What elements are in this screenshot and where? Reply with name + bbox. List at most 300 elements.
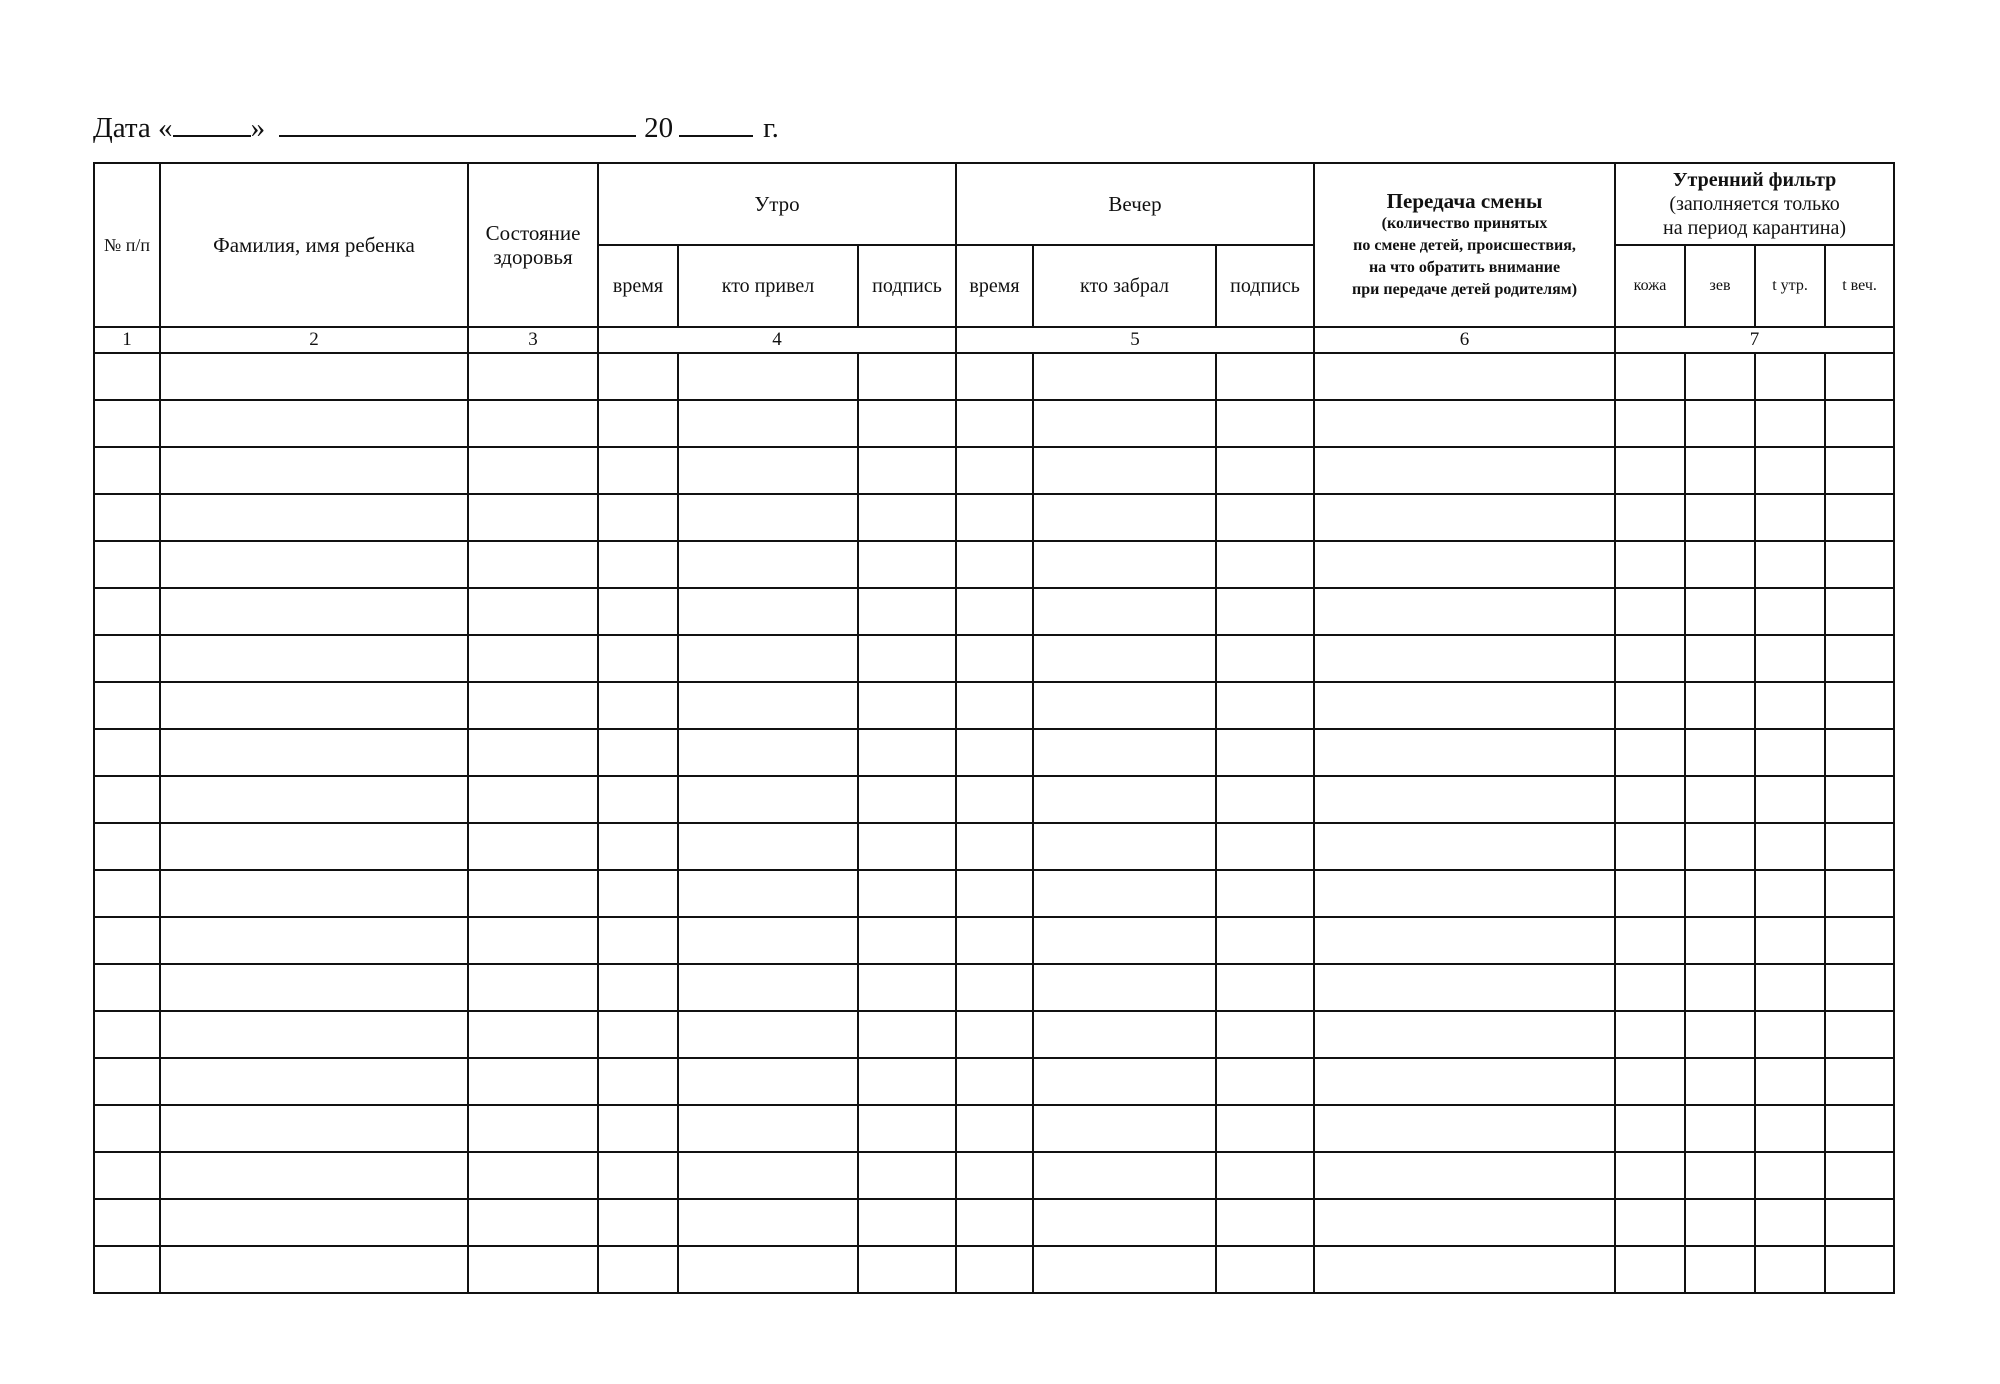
table-cell[interactable]: [1685, 870, 1755, 917]
table-cell[interactable]: [1755, 964, 1825, 1011]
table-cell[interactable]: [858, 541, 956, 588]
table-cell[interactable]: [1685, 400, 1755, 447]
table-cell[interactable]: [858, 494, 956, 541]
table-cell[interactable]: [468, 1152, 598, 1199]
table-cell[interactable]: [678, 1011, 858, 1058]
table-cell[interactable]: [160, 447, 468, 494]
table-cell[interactable]: [1314, 494, 1615, 541]
table-cell[interactable]: [1615, 682, 1685, 729]
table-cell[interactable]: [956, 729, 1033, 776]
table-cell[interactable]: [160, 1011, 468, 1058]
table-cell[interactable]: [598, 400, 678, 447]
table-cell[interactable]: [1314, 588, 1615, 635]
table-cell[interactable]: [1033, 1105, 1216, 1152]
table-cell[interactable]: [1755, 1058, 1825, 1105]
table-cell[interactable]: [468, 1058, 598, 1105]
table-cell[interactable]: [1033, 964, 1216, 1011]
table-cell[interactable]: [1033, 1011, 1216, 1058]
table-cell[interactable]: [1755, 588, 1825, 635]
table-cell[interactable]: [956, 776, 1033, 823]
table-cell[interactable]: [160, 400, 468, 447]
table-cell[interactable]: [598, 729, 678, 776]
table-cell[interactable]: [1755, 776, 1825, 823]
table-cell[interactable]: [956, 1199, 1033, 1246]
table-cell[interactable]: [678, 588, 858, 635]
table-cell[interactable]: [1314, 447, 1615, 494]
column-number-row: [94, 327, 1894, 353]
table-cell[interactable]: [94, 1199, 160, 1246]
table-cell[interactable]: [1825, 1246, 1894, 1293]
table-cell[interactable]: [1216, 588, 1314, 635]
table-cell[interactable]: [1615, 776, 1685, 823]
table-cell[interactable]: [1755, 1199, 1825, 1246]
table-cell[interactable]: [1685, 353, 1755, 400]
table-cell[interactable]: [1825, 776, 1894, 823]
table-cell[interactable]: [1825, 682, 1894, 729]
table-cell[interactable]: [1685, 1199, 1755, 1246]
table-cell[interactable]: [1825, 1058, 1894, 1105]
table-cell[interactable]: [94, 729, 160, 776]
table-cell[interactable]: [598, 1246, 678, 1293]
table-cell[interactable]: [1615, 1199, 1685, 1246]
table-cell[interactable]: [1216, 400, 1314, 447]
table-cell[interactable]: [1033, 682, 1216, 729]
table-cell[interactable]: [1685, 1152, 1755, 1199]
table-row: [94, 776, 1894, 823]
table-cell[interactable]: [160, 588, 468, 635]
table-cell[interactable]: [160, 1246, 468, 1293]
table-cell[interactable]: [468, 917, 598, 964]
table-cell[interactable]: [1755, 353, 1825, 400]
evening-who-header: кто забрал: [1033, 245, 1216, 327]
table-cell[interactable]: [1314, 1199, 1615, 1246]
table-cell[interactable]: [1314, 870, 1615, 917]
table-cell[interactable]: [1314, 400, 1615, 447]
table-cell[interactable]: [1216, 729, 1314, 776]
table-cell[interactable]: [160, 729, 468, 776]
table-cell[interactable]: [1314, 823, 1615, 870]
table-cell[interactable]: [468, 353, 598, 400]
table-cell[interactable]: [598, 870, 678, 917]
table-cell[interactable]: [858, 635, 956, 682]
table-cell[interactable]: [1685, 917, 1755, 964]
table-cell[interactable]: [94, 870, 160, 917]
table-cell[interactable]: [1685, 1246, 1755, 1293]
table-cell[interactable]: [1755, 682, 1825, 729]
table-cell[interactable]: [1314, 1058, 1615, 1105]
table-cell[interactable]: [1755, 1011, 1825, 1058]
table-cell[interactable]: [468, 870, 598, 917]
table-cell[interactable]: [858, 353, 956, 400]
table-cell[interactable]: [858, 870, 956, 917]
table-cell[interactable]: [94, 1058, 160, 1105]
table-cell[interactable]: [1825, 541, 1894, 588]
table-cell[interactable]: [1033, 353, 1216, 400]
table-cell[interactable]: [160, 964, 468, 1011]
table-cell[interactable]: [1615, 541, 1685, 588]
table-cell[interactable]: [1033, 447, 1216, 494]
table-cell[interactable]: [1216, 635, 1314, 682]
table-cell[interactable]: [1825, 400, 1894, 447]
table-cell[interactable]: [160, 541, 468, 588]
table-cell[interactable]: [1615, 447, 1685, 494]
table-cell[interactable]: [598, 1199, 678, 1246]
filter-throat-header: зев: [1685, 245, 1755, 327]
table-cell[interactable]: [956, 447, 1033, 494]
day-blank[interactable]: [173, 109, 251, 137]
table-cell[interactable]: [1615, 917, 1685, 964]
table-cell[interactable]: [678, 776, 858, 823]
table-cell[interactable]: [598, 776, 678, 823]
table-cell[interactable]: [858, 400, 956, 447]
table-cell[interactable]: [1033, 1199, 1216, 1246]
table-cell[interactable]: [468, 776, 598, 823]
table-cell[interactable]: [598, 1152, 678, 1199]
date-label: Дата «: [93, 112, 173, 144]
table-cell[interactable]: [1314, 776, 1615, 823]
table-cell[interactable]: [956, 964, 1033, 1011]
table-cell[interactable]: [1755, 870, 1825, 917]
table-cell[interactable]: [1216, 494, 1314, 541]
table-cell[interactable]: [468, 541, 598, 588]
table-cell[interactable]: [1685, 635, 1755, 682]
table-cell[interactable]: [598, 917, 678, 964]
table-cell[interactable]: [1825, 447, 1894, 494]
table-cell[interactable]: [1825, 1152, 1894, 1199]
table-cell[interactable]: [1033, 729, 1216, 776]
table-cell[interactable]: [94, 776, 160, 823]
table-cell[interactable]: [678, 400, 858, 447]
table-cell[interactable]: [598, 964, 678, 1011]
table-cell[interactable]: [94, 964, 160, 1011]
table-cell[interactable]: [468, 588, 598, 635]
table-cell[interactable]: [94, 1246, 160, 1293]
table-cell[interactable]: [1755, 400, 1825, 447]
table-cell[interactable]: [678, 1105, 858, 1152]
table-cell[interactable]: [1615, 635, 1685, 682]
table-cell[interactable]: [1216, 1246, 1314, 1293]
table-cell[interactable]: [1755, 635, 1825, 682]
table-cell[interactable]: [1033, 1246, 1216, 1293]
shift-note-1: (количество принятых: [1381, 215, 1548, 232]
table-cell[interactable]: [858, 823, 956, 870]
evening-time-header: время: [956, 245, 1033, 327]
table-cell[interactable]: [1615, 823, 1685, 870]
table-cell[interactable]: [598, 353, 678, 400]
table-cell[interactable]: [956, 400, 1033, 447]
table-cell[interactable]: [1755, 1246, 1825, 1293]
table-cell[interactable]: [598, 1058, 678, 1105]
table-cell[interactable]: [468, 964, 598, 1011]
table-cell[interactable]: [678, 1199, 858, 1246]
table-cell[interactable]: [1825, 729, 1894, 776]
table-cell[interactable]: [1216, 1011, 1314, 1058]
evening-sign-header: подпись: [1216, 245, 1314, 327]
table-cell[interactable]: [1755, 1152, 1825, 1199]
table-cell[interactable]: [468, 635, 598, 682]
table-cell[interactable]: [160, 917, 468, 964]
table-cell[interactable]: [956, 1011, 1033, 1058]
table-cell[interactable]: [94, 588, 160, 635]
table-cell[interactable]: [1033, 1058, 1216, 1105]
table-cell[interactable]: [678, 353, 858, 400]
table-cell[interactable]: [1825, 1105, 1894, 1152]
table-cell[interactable]: [598, 635, 678, 682]
table-cell[interactable]: [1615, 1058, 1685, 1105]
table-cell[interactable]: [1825, 588, 1894, 635]
table-cell[interactable]: [1216, 682, 1314, 729]
table-cell[interactable]: [1216, 917, 1314, 964]
table-cell[interactable]: [678, 823, 858, 870]
table-cell[interactable]: [956, 682, 1033, 729]
table-cell[interactable]: [858, 776, 956, 823]
table-cell[interactable]: [858, 729, 956, 776]
table-cell[interactable]: [598, 447, 678, 494]
table-cell[interactable]: [858, 1011, 956, 1058]
table-cell[interactable]: [956, 1105, 1033, 1152]
table-cell[interactable]: [1755, 447, 1825, 494]
table-cell[interactable]: [598, 823, 678, 870]
table-cell[interactable]: [94, 400, 160, 447]
table-cell[interactable]: [1033, 588, 1216, 635]
table-cell[interactable]: [1615, 1011, 1685, 1058]
table-cell[interactable]: [678, 917, 858, 964]
table-cell[interactable]: [1216, 447, 1314, 494]
table-cell[interactable]: [858, 588, 956, 635]
table-cell[interactable]: [1216, 1152, 1314, 1199]
table-cell[interactable]: [1615, 729, 1685, 776]
table-cell[interactable]: [468, 447, 598, 494]
table-cell[interactable]: [94, 494, 160, 541]
table-cell[interactable]: [1314, 917, 1615, 964]
table-cell[interactable]: [1314, 541, 1615, 588]
table-cell[interactable]: [1314, 729, 1615, 776]
table-cell[interactable]: [160, 776, 468, 823]
table-cell[interactable]: [160, 353, 468, 400]
table-cell[interactable]: [678, 682, 858, 729]
table-cell[interactable]: [1615, 870, 1685, 917]
table-cell[interactable]: [468, 682, 598, 729]
table-cell[interactable]: [1033, 494, 1216, 541]
table-cell[interactable]: [160, 1058, 468, 1105]
table-cell[interactable]: [94, 1105, 160, 1152]
table-cell[interactable]: [1216, 1105, 1314, 1152]
table-cell[interactable]: [1685, 776, 1755, 823]
table-cell[interactable]: [1033, 541, 1216, 588]
table-cell[interactable]: [1033, 917, 1216, 964]
table-cell[interactable]: [678, 1152, 858, 1199]
table-cell[interactable]: [468, 1011, 598, 1058]
table-cell[interactable]: [160, 1152, 468, 1199]
table-cell[interactable]: [956, 1152, 1033, 1199]
table-cell[interactable]: [160, 1105, 468, 1152]
shift-note-2: по смене детей, происшествия,: [1353, 237, 1576, 254]
table-cell[interactable]: [1615, 400, 1685, 447]
table-cell[interactable]: [1314, 353, 1615, 400]
table-cell[interactable]: [1615, 1246, 1685, 1293]
table-cell[interactable]: [94, 917, 160, 964]
table-cell[interactable]: [1216, 870, 1314, 917]
table-cell[interactable]: [1755, 541, 1825, 588]
table-cell[interactable]: [468, 1246, 598, 1293]
table-cell[interactable]: [160, 682, 468, 729]
table-cell[interactable]: [94, 1011, 160, 1058]
table-cell[interactable]: [598, 682, 678, 729]
table-cell[interactable]: [598, 588, 678, 635]
table-cell[interactable]: [858, 1058, 956, 1105]
table-cell[interactable]: [1755, 917, 1825, 964]
table-cell[interactable]: [94, 635, 160, 682]
table-cell[interactable]: [1755, 823, 1825, 870]
table-cell[interactable]: [1314, 1246, 1615, 1293]
table-cell[interactable]: [1033, 1152, 1216, 1199]
table-cell[interactable]: [956, 494, 1033, 541]
table-cell[interactable]: [1033, 635, 1216, 682]
table-cell[interactable]: [468, 823, 598, 870]
table-cell[interactable]: [678, 729, 858, 776]
table-cell[interactable]: [1685, 823, 1755, 870]
table-row: [94, 1246, 1894, 1293]
table-cell[interactable]: [1755, 1105, 1825, 1152]
table-cell[interactable]: [160, 1199, 468, 1246]
table-cell[interactable]: [858, 1152, 956, 1199]
table-cell[interactable]: [678, 447, 858, 494]
table-cell[interactable]: [1685, 682, 1755, 729]
table-cell[interactable]: [598, 541, 678, 588]
column-number: 7: [1615, 327, 1894, 353]
table-cell[interactable]: [160, 870, 468, 917]
table-cell[interactable]: [1755, 494, 1825, 541]
table-cell[interactable]: [956, 635, 1033, 682]
table-cell[interactable]: [956, 353, 1033, 400]
filter-t-evening-header: t веч.: [1825, 245, 1894, 327]
table-cell[interactable]: [1825, 1011, 1894, 1058]
table-cell[interactable]: [678, 1058, 858, 1105]
table-cell[interactable]: [1685, 729, 1755, 776]
table-cell[interactable]: [94, 353, 160, 400]
table-row: [94, 1152, 1894, 1199]
table-cell[interactable]: [1825, 964, 1894, 1011]
table-cell[interactable]: [160, 823, 468, 870]
table-cell[interactable]: [678, 494, 858, 541]
table-cell[interactable]: [1314, 1105, 1615, 1152]
table-cell[interactable]: [956, 541, 1033, 588]
table-cell[interactable]: [1755, 729, 1825, 776]
table-cell[interactable]: [1216, 541, 1314, 588]
table-cell[interactable]: [1615, 1105, 1685, 1152]
table-cell[interactable]: [94, 823, 160, 870]
table-cell[interactable]: [1314, 1011, 1615, 1058]
table-cell[interactable]: [1825, 635, 1894, 682]
table-cell[interactable]: [956, 1246, 1033, 1293]
table-cell[interactable]: [858, 1246, 956, 1293]
table-cell[interactable]: [94, 1152, 160, 1199]
table-cell[interactable]: [956, 588, 1033, 635]
table-cell[interactable]: [678, 541, 858, 588]
table-cell[interactable]: [598, 1105, 678, 1152]
table-cell[interactable]: [1825, 917, 1894, 964]
table-cell[interactable]: [1216, 353, 1314, 400]
table-cell[interactable]: [468, 400, 598, 447]
table-cell[interactable]: [468, 1105, 598, 1152]
table-cell[interactable]: [956, 870, 1033, 917]
table-cell[interactable]: [1314, 682, 1615, 729]
table-cell[interactable]: [1314, 635, 1615, 682]
table-cell[interactable]: [1825, 823, 1894, 870]
date-line: [93, 108, 779, 148]
table-cell[interactable]: [1033, 400, 1216, 447]
table-cell[interactable]: [94, 682, 160, 729]
table-cell[interactable]: [1216, 964, 1314, 1011]
table-cell[interactable]: [956, 823, 1033, 870]
table-row: [94, 588, 1894, 635]
table-cell[interactable]: [1685, 447, 1755, 494]
table-cell[interactable]: [1615, 1152, 1685, 1199]
table-cell[interactable]: [1033, 870, 1216, 917]
table-cell[interactable]: [1033, 823, 1216, 870]
table-cell[interactable]: [1825, 353, 1894, 400]
table-cell[interactable]: [1615, 588, 1685, 635]
morning-time-header: время: [598, 245, 678, 327]
table-cell[interactable]: [678, 870, 858, 917]
table-cell[interactable]: [1685, 1105, 1755, 1152]
table-cell[interactable]: [598, 494, 678, 541]
table-cell[interactable]: [1216, 1058, 1314, 1105]
table-cell[interactable]: [858, 917, 956, 964]
table-cell[interactable]: [1685, 541, 1755, 588]
table-cell[interactable]: [160, 494, 468, 541]
table-cell[interactable]: [1033, 776, 1216, 823]
year-blank[interactable]: [679, 109, 753, 137]
month-blank[interactable]: [279, 109, 636, 137]
table-cell[interactable]: [1615, 964, 1685, 1011]
table-cell[interactable]: [1685, 1011, 1755, 1058]
table-cell[interactable]: [1216, 776, 1314, 823]
table-cell[interactable]: [598, 1011, 678, 1058]
table-cell[interactable]: [468, 494, 598, 541]
table-cell[interactable]: [858, 964, 956, 1011]
table-cell[interactable]: [1615, 494, 1685, 541]
table-cell[interactable]: [1685, 1058, 1755, 1105]
table-cell[interactable]: [1685, 588, 1755, 635]
table-cell[interactable]: [468, 1199, 598, 1246]
table-cell[interactable]: [468, 729, 598, 776]
table-cell[interactable]: [94, 447, 160, 494]
table-cell[interactable]: [956, 1058, 1033, 1105]
table-cell[interactable]: [1216, 823, 1314, 870]
table-cell[interactable]: [858, 1105, 956, 1152]
table-cell[interactable]: [1314, 964, 1615, 1011]
table-cell[interactable]: [1685, 964, 1755, 1011]
table-cell[interactable]: [1216, 1199, 1314, 1246]
table-cell[interactable]: [1825, 870, 1894, 917]
table-cell[interactable]: [858, 447, 956, 494]
table-cell[interactable]: [678, 635, 858, 682]
table-cell[interactable]: [678, 964, 858, 1011]
table-cell[interactable]: [1825, 1199, 1894, 1246]
table-cell[interactable]: [94, 541, 160, 588]
shift-header: [1314, 163, 1615, 327]
table-cell[interactable]: [1615, 353, 1685, 400]
table-cell[interactable]: [858, 682, 956, 729]
table-cell[interactable]: [160, 635, 468, 682]
table-cell[interactable]: [858, 1199, 956, 1246]
table-cell[interactable]: [1825, 494, 1894, 541]
table-cell[interactable]: [956, 917, 1033, 964]
table-cell[interactable]: [1314, 1152, 1615, 1199]
table-cell[interactable]: [1685, 494, 1755, 541]
table-cell[interactable]: [678, 1246, 858, 1293]
